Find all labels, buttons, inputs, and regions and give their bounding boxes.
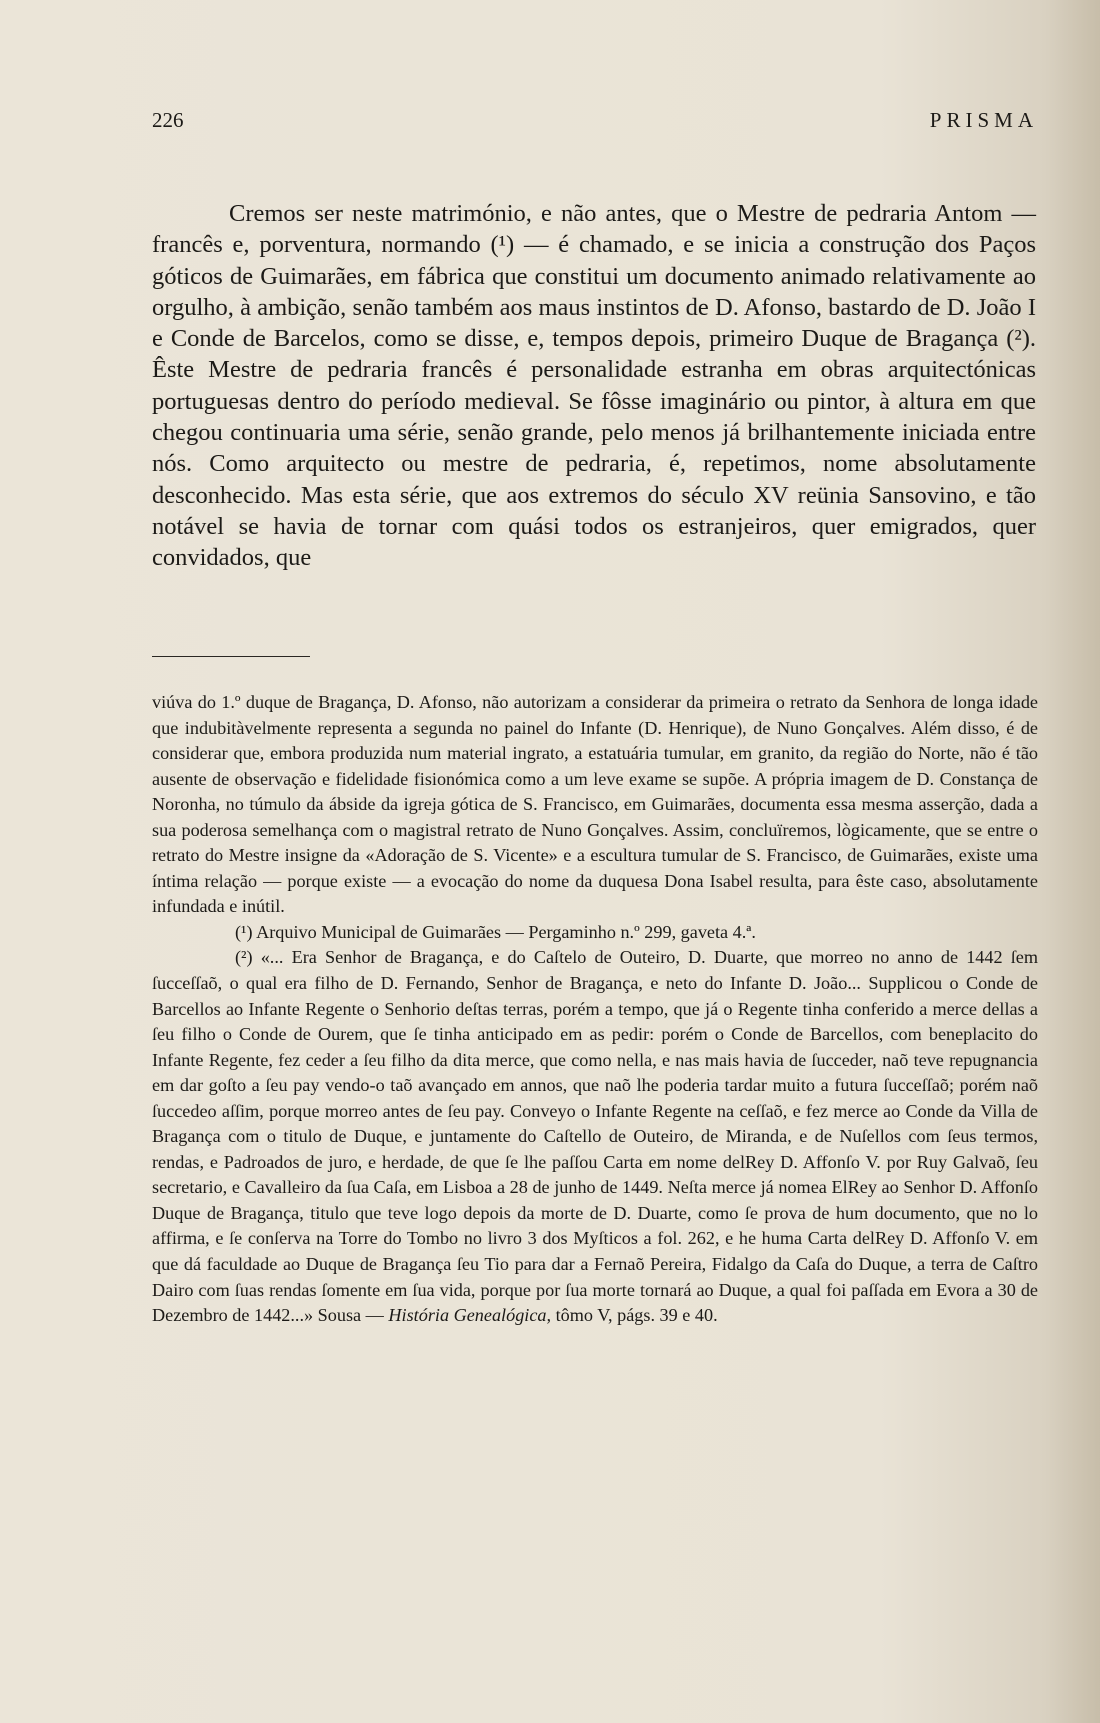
footnote-separator — [152, 656, 310, 657]
footnote-2 — [152, 945, 1038, 1328]
main-text — [152, 198, 1036, 574]
footnote-2-source-title: História Genealógica, — [388, 1305, 552, 1326]
body-paragraph: Cremos ser neste matrimónio, e não antes, que o Mestre de pedraria Antom — francês e, porventura, normando (¹) — é chamado, e se inicia a construção dos Paços góticos de Guimarães, em fábrica que constitui um documento animado relativamente ao orgulho, à ambição, senão também aos maus instintos de D. Afonso, bastardo de D. João I e Conde de Barcelos, como se disse, e, tempos depois, primeiro Duque de Bragança (²). Êste Mestre de pedraria francês é personalidade estranha em obras arquitectónicas portuguesas dentro do período medieval. Se fôsse imaginário ou pintor, à altura em que chegou continuaria uma série, senão grande, pelo menos já brilhantemente iniciada entre nós. Como arquitecto ou mestre de pedraria, é, repetimos, nome absolutamente desconhecido. Mas esta série, que aos extremos do século XV reünia Sansovino, e tão notável se havia de tornar com quási todos os estranjeiros, quer emigrados, quer convidados, que — [152, 200, 1036, 572]
footnote-continued: viúva do 1.º duque de Bragança, D. Afonso, não autorizam a considerar da primeira o retrato da Senhora de longa idade que indubitàvelmente representa a segunda no painel do Infante (D. Henrique), de Nuno Gonçalves. Além disso, é de considerar que, embora produzida num material ingrato, a estatuária tumular, em granito, da região do Norte, não é tão ausente de observação e fidelidade fisionómica como a um leve exame se supõe. A própria imagem de D. Constança de Noronha, no túmulo da ábside da igreja gótica de S. Francisco, em Guimarães, documenta essa mesma asserção, dada a sua poderosa semelhança com o magistral retrato de Nuno Gonçalves. Assim, concluïremos, lògicamente, que se entre o retrato do Mestre insigne da «Adoração de S. Vicente» e a escultura tumular de S. Francisco, de Guimarães, existe uma íntima relação — porque existe — a evocação do nome da duquesa Dona Isabel resulta, para êste caso, absolutamente infundada e inútil. — [152, 692, 1038, 917]
journal-name: PRISMA — [929, 108, 1038, 132]
footnote-2-source-rest: tômo V, págs. 39 e 40. — [551, 1305, 718, 1326]
running-head — [152, 108, 1038, 138]
footnote-2-text: (²) «... Era Senhor de Bragança, e do Caſtelo de Outeiro, D. Duarte, que morreo no anno de 1442 ſem ſucceſſaõ, o qual era filho de D. Fernando, Senhor de Bragança, e neto do Infante D. João... Supplicou o Conde de Barcellos ao Infante Regente o Senhorio deſtas terras, porém a tempo, que já o Regente tinha conferido a merce dellas a ſeu filho o Conde de Ourem, que ſe tinha anticipado em as pedir: porém o Conde de Barcellos, com beneplacito do Infante Regente, fez ceder a ſeu filho da dita merce, que como nella, e nas mais havia de ſucceder, naõ teve repugnancia em dar goſto a ſeu pay vendo-o taõ avançado em annos, que naõ lhe poderia tardar muito a futura ſucceſſaõ; porém naõ ſuccedeo aſſim, porque morreo antes de ſeu pay. Conveyo o Infante Regente na ceſſaõ, e fez merce ao Conde da Villa de Bragança com o titulo de Duque, e juntamente do Caſtello de Outeiro, de Miranda, e de Nuſellos com ſeus termos, rendas, e Padroados de juro, e herdade, de que ſe lhe paſſou Carta em nome delRey D. Affonſo V. por Ruy Galvaõ, ſeu secretario, e Cavalleiro da ſua Caſa, em Lisboa a 28 de junho de 1449. Neſta merce já nomea ElRey ao Senhor D. Affonſo Duque de Bragança, titulo que teve logo depois da morte de D. Duarte, como ſe prova de hum documento, que no lo affirma, e ſe conſerva na Torre do Tombo no livro 3 dos Myſticos a fol. 262, e he huma Carta delRey D. Affonſo V. em que dá faculdade ao Duque de Bragança ſeu Tio para dar a Fernaõ Pereira, Fidalgo da Caſa do Duque, a terra de Caſtro Dairo com ſuas rendas ſomente em ſua vida, porque por ſua morte tornará ao Duque, a qual foi paſſada em Evora a 30 de Dezembro de 1442...» Sousa — — [152, 947, 1038, 1326]
footnote-1: (¹) Arquivo Municipal de Guimarães — Pergaminho n.º 299, gaveta 4.ª. — [235, 921, 756, 942]
page-number: 226 — [152, 108, 184, 132]
footnotes — [152, 690, 1038, 1329]
